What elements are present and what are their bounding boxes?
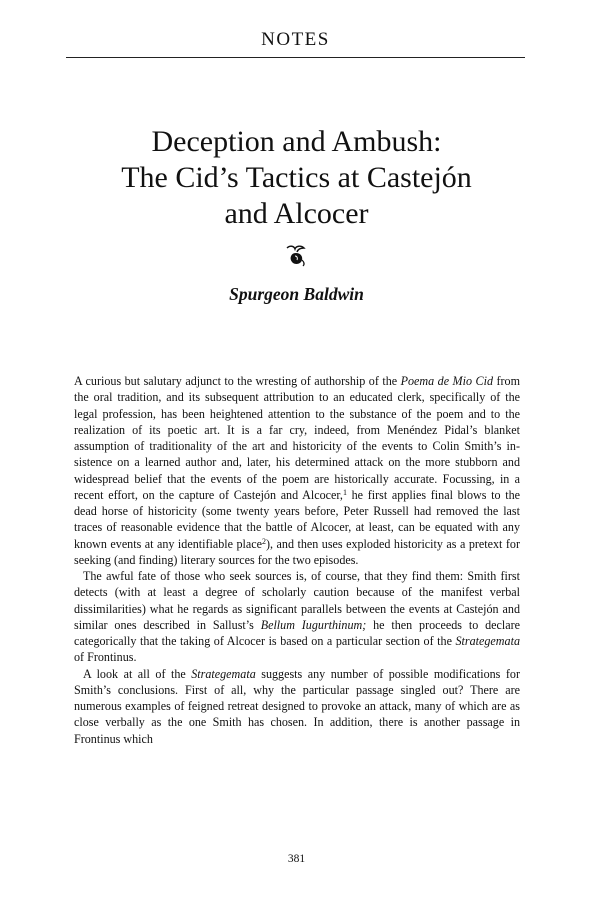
paragraph-3 bbox=[74, 666, 520, 747]
text-run: suggests any number of possible modifications for Smith’s conclusions. First of all, why the particular passage singled out? There are numerous examples of feigned retreat designed to provoke an attack, many of which are as close verbally as the one Smith has chosen. In addition, there is another passage in Frontinus which bbox=[74, 666, 520, 746]
author-name: Spurgeon Baldwin bbox=[229, 284, 364, 304]
text-run: A curious but salutary adjunct to the wresting of authorship of the bbox=[74, 374, 401, 388]
title-line-1: Deception and Ambush: bbox=[151, 125, 442, 158]
header-rule bbox=[66, 57, 525, 58]
italic-run: Bellum Iugurthinum; bbox=[260, 617, 367, 632]
italic-run: Strategemata bbox=[191, 666, 256, 681]
text-run: A look at all of the bbox=[83, 666, 192, 681]
text-run: ), and then uses exploded historicity as a pretext for seeking (and finding) literary sources for the two episodes. bbox=[74, 536, 520, 567]
footnote-ref-2: 2 bbox=[262, 536, 266, 546]
text-run: he first applies final blows to the dead horse of historicity (some twenty years before, Peter Russell had removed the last traces of reasonable evidence that the battle of Alcocer, at least, can be equated with any known events at any identifiable place bbox=[74, 487, 520, 551]
footnote-ref-1: 1 bbox=[342, 487, 347, 497]
italic-run: Poema de Mio Cid bbox=[400, 374, 493, 388]
text-run: The awful fate of those who seek sources is, of course, that they find them: Smith first detects (with at least a degree of scholarly caution because of the manifest verbal dissimilarities) what he regards as significant parallels between the events at Castejón and similar ones described in Sallust’s bbox=[74, 569, 520, 632]
title-line-3: and Alcocer bbox=[224, 197, 369, 230]
running-head: NOTES bbox=[261, 29, 330, 50]
paragraph-1 bbox=[74, 373, 520, 568]
paragraph-2 bbox=[74, 568, 520, 666]
italic-run: Strategemata bbox=[455, 634, 520, 648]
article-body bbox=[74, 373, 520, 747]
text-run: from the oral tradition, and its subsequent attribution to an educated clerk, specifically of the legal profession, has been heightened attention to the substance of the poem and to the realization of its poetic art. It is a far cry, indeed, from Menéndez Pidal’s blanket assumption of traditionality of the art and historicity of the events to Colin Smith’s insistence on a learned author and, later, his determined attack on the more stubborn and widespread belief that the events of the poem are historically accurate. Focussing, in a recent effort, on the capture of Castejón and Alcocer, bbox=[74, 374, 520, 502]
text-run: of Frontinus. bbox=[74, 650, 137, 665]
fleuron-icon bbox=[283, 244, 309, 268]
text-run: he then proceeds to declare categorically that the taking of Alcocer is based on a particular section of the bbox=[74, 617, 520, 648]
article-title bbox=[40, 124, 553, 232]
page-number: 381 bbox=[287, 853, 306, 865]
title-line-2: The Cid’s Tactics at Castejón bbox=[121, 161, 472, 194]
